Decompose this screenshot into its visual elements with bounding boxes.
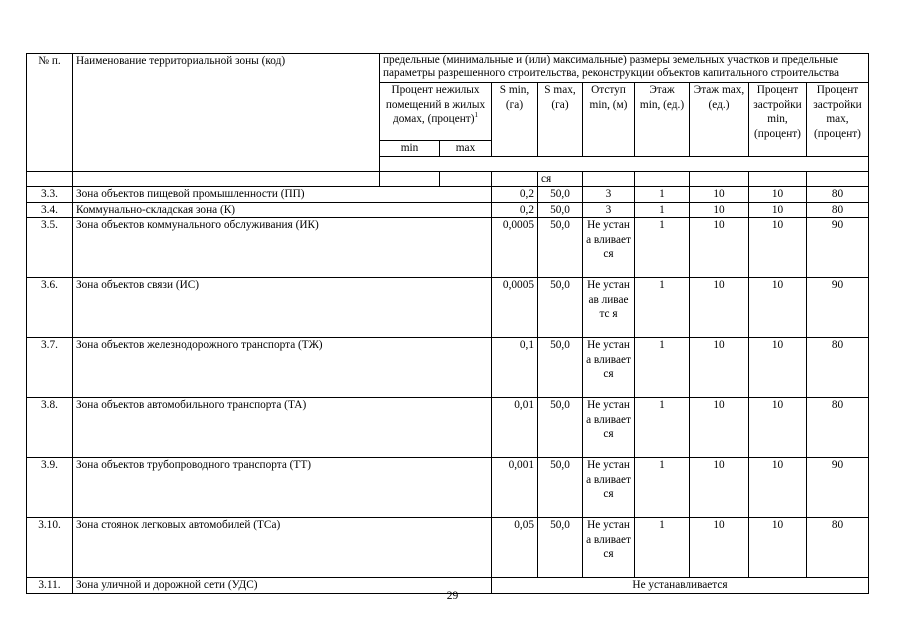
header-percent-nonresidential: Процент нежилых помещений в жилых домах, (процент)$^1$ — [380, 83, 492, 141]
cell-empty — [492, 171, 538, 187]
header-spacer — [380, 156, 869, 171]
cell-build-max: 80 — [807, 202, 869, 218]
header-parameters: предельные (минимальные и (или) максимальные) размеры земельных участков и предельные параметры разрешенного строительства, реконструкции объектов капитального строительства — [380, 54, 869, 83]
cell-floor-min: 1 — [635, 218, 690, 278]
cell-floor-max: 10 — [690, 518, 749, 578]
cell-num: 3.8. — [27, 398, 73, 458]
cell-build-min: 10 — [749, 458, 807, 518]
cell-zone-name: Зона объектов трубопроводного транспорта (ТТ) — [73, 458, 492, 518]
cell-smax: 50,0 — [538, 278, 583, 338]
cell-smax: 50,0 — [538, 218, 583, 278]
cell-num: 3.11. — [27, 578, 73, 594]
cell-build-min: 10 — [749, 398, 807, 458]
cell-empty — [73, 171, 380, 187]
cell-setback: Не устана вливает ся — [583, 338, 635, 398]
cell-smin: 0,2 — [492, 202, 538, 218]
cell-smax: 50,0 — [538, 338, 583, 398]
header-zone-name: Наименование территориальной зоны (код) — [73, 54, 380, 172]
cell-build-min: 10 — [749, 338, 807, 398]
cell-zone-name: Зона стоянок легковых автомобилей (ТСа) — [73, 518, 492, 578]
cell-smin: 0,001 — [492, 458, 538, 518]
cell-smin: 0,05 — [492, 518, 538, 578]
cell-build-max: 80 — [807, 518, 869, 578]
cell-empty — [583, 171, 635, 187]
cell-smin: 0,0005 — [492, 278, 538, 338]
header-build-min: Процент застройки min, (процент) — [749, 83, 807, 157]
cell-num: 3.9. — [27, 458, 73, 518]
cell-zone-name: Коммунально-складская зона (К) — [73, 202, 492, 218]
cell-build-max: 80 — [807, 338, 869, 398]
cell-build-max: 90 — [807, 278, 869, 338]
header-max: max — [440, 141, 492, 157]
table-row — [27, 218, 869, 278]
cell-zone-name: Зона объектов коммунального обслуживания (ИК) — [73, 218, 492, 278]
cell-build-max: 90 — [807, 218, 869, 278]
cell-floor-max: 10 — [690, 218, 749, 278]
table-row — [27, 187, 869, 203]
cell-empty — [749, 171, 807, 187]
cell-smax: 50,0 — [538, 518, 583, 578]
cell-build-max: 90 — [807, 458, 869, 518]
cell-floor-max: 10 — [690, 458, 749, 518]
cell-build-max: 80 — [807, 187, 869, 203]
cell-build-min: 10 — [749, 278, 807, 338]
cell-empty — [380, 171, 440, 187]
cell-zone-name: Зона объектов связи (ИС) — [73, 278, 492, 338]
cell-floor-max: 10 — [690, 187, 749, 203]
cell-smax: 50,0 — [538, 187, 583, 203]
cell-setback: 3 — [583, 202, 635, 218]
cell-num: 3.5. — [27, 218, 73, 278]
cell-setback-carry: ся — [538, 171, 583, 187]
cell-floor-min: 1 — [635, 278, 690, 338]
cell-empty — [807, 171, 869, 187]
cell-zone-name: Зона уличной и дорожной сети (УДС) — [73, 578, 492, 594]
cell-smin: 0,1 — [492, 338, 538, 398]
cell-setback: 3 — [583, 187, 635, 203]
cell-smax: 50,0 — [538, 398, 583, 458]
cell-num: 3.7. — [27, 338, 73, 398]
cell-build-min: 10 — [749, 218, 807, 278]
table-row — [27, 278, 869, 338]
cell-floor-max: 10 — [690, 338, 749, 398]
cell-smin: 0,01 — [492, 398, 538, 458]
cell-floor-min: 1 — [635, 398, 690, 458]
cell-setback: Не устана вливает ся — [583, 518, 635, 578]
cell-floor-min: 1 — [635, 202, 690, 218]
cell-zone-name: Зона объектов железнодорожного транспорта (ТЖ) — [73, 338, 492, 398]
cell-zone-name: Зона объектов пищевой промышленности (ПП) — [73, 187, 492, 203]
table-row — [27, 338, 869, 398]
cell-empty — [690, 171, 749, 187]
cell-zone-name: Зона объектов автомобильного транспорта (ТА) — [73, 398, 492, 458]
header-min: min — [380, 141, 440, 157]
table-row — [27, 202, 869, 218]
cell-smin: 0,2 — [492, 187, 538, 203]
cell-empty — [27, 171, 73, 187]
cell-floor-max: 10 — [690, 398, 749, 458]
header-build-max: Процент застройки max, (процент) — [807, 83, 869, 157]
cell-floor-min: 1 — [635, 458, 690, 518]
header-setback: Отступ min, (м) — [583, 83, 635, 157]
header-floor-min: Этаж min, (ед.) — [635, 83, 690, 157]
cell-build-min: 10 — [749, 518, 807, 578]
footnote-mark: 1 — [474, 111, 478, 120]
cell-smax: 50,0 — [538, 458, 583, 518]
header-num: № п. — [27, 54, 73, 172]
cell-floor-min: 1 — [635, 518, 690, 578]
cell-num: 3.3. — [27, 187, 73, 203]
cell-setback: Не устанав ливаетс я — [583, 278, 635, 338]
cell-smin: 0,0005 — [492, 218, 538, 278]
cell-build-min: 10 — [749, 187, 807, 203]
cell-not-established: Не устанавливается — [492, 578, 869, 594]
cell-empty — [635, 171, 690, 187]
header-smax: S max, (га) — [538, 83, 583, 157]
table-row — [27, 518, 869, 578]
cell-num: 3.6. — [27, 278, 73, 338]
page-number: 29 — [446, 590, 459, 602]
cell-floor-max: 10 — [690, 278, 749, 338]
table-row — [27, 458, 869, 518]
cell-floor-min: 1 — [635, 338, 690, 398]
header-floor-max: Этаж max, (ед.) — [690, 83, 749, 157]
cell-setback: Не устана вливает ся — [583, 398, 635, 458]
cell-floor-min: 1 — [635, 187, 690, 203]
header-smin: S min, (га) — [492, 83, 538, 157]
cell-floor-max: 10 — [690, 202, 749, 218]
cell-smax: 50,0 — [538, 202, 583, 218]
cell-num: 3.4. — [27, 202, 73, 218]
cell-build-max: 80 — [807, 398, 869, 458]
cell-empty — [440, 171, 492, 187]
cell-setback: Не устана вливает ся — [583, 458, 635, 518]
zones-table — [26, 53, 869, 594]
table-row — [27, 398, 869, 458]
cell-setback: Не устана вливает ся — [583, 218, 635, 278]
carry-over-row — [27, 171, 869, 187]
cell-num: 3.10. — [27, 518, 73, 578]
cell-build-min: 10 — [749, 202, 807, 218]
